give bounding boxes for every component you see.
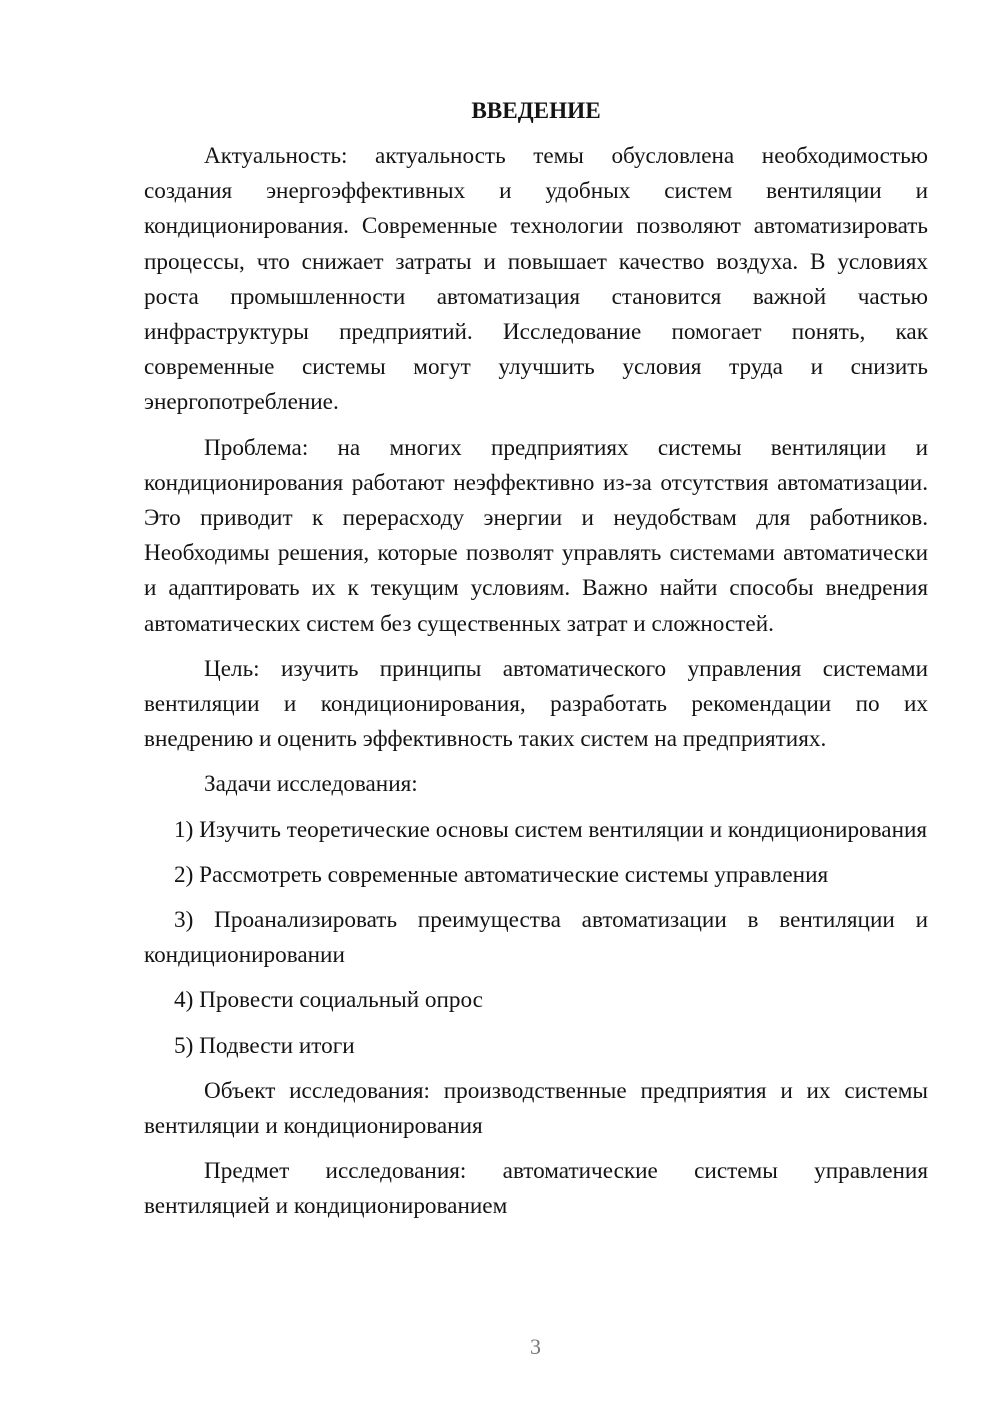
paragraph-problem: Проблема: на многих предприятиях системы вентиляции и кондиционирования работают неэффективно из-за отсутствия автоматизации. Это приводит к перерасходу энергии и неудобствам для работников. Необходимы решения, которые позволят управлять системами автоматически и адаптировать их к текущим условиям. Важно найти способы внедрения автоматических систем без существенных затрат и сложностей. bbox=[144, 434, 928, 637]
page-content bbox=[144, 94, 928, 1235]
paragraph-object: Объект исследования: производственные предприятия и их системы вентиляции и кондиционирования bbox=[144, 1077, 928, 1140]
page-title: ВВЕДЕНИЕ bbox=[471, 98, 601, 124]
task-item-1: 1) Изучить теоретические основы систем вентиляции и кондиционирования bbox=[174, 816, 928, 843]
paragraph-relevance: Актуальность: актуальность темы обусловлена необходимостью создания энергоэффективных и удобных систем вентиляции и кондиционирования. Современные технологии позволяют автоматизировать процессы, что снижает затраты и повышает качество воздуха. В условиях роста промышленности автоматизация становится важной частью инфраструктуры предприятий. Исследование помогает понять, как современные системы могут улучшить условия труда и снизить энергопотребление. bbox=[144, 143, 928, 416]
task-item-3: 3) Проанализировать преимущества автоматизации в вентиляции и кондиционировании bbox=[144, 907, 928, 969]
tasks-heading: Задачи исследования: bbox=[204, 771, 418, 798]
task-item-5: 5) Подвести итоги bbox=[174, 1032, 355, 1059]
task-item-2: 2) Рассмотреть современные автоматические системы управления bbox=[174, 861, 829, 888]
task-item-4: 4) Провести социальный опрос bbox=[174, 987, 483, 1014]
page-number: 3 bbox=[530, 1334, 541, 1359]
paragraph-subject: Предмет исследования: автоматические системы управления вентиляцией и кондиционированием bbox=[144, 1158, 928, 1220]
paragraph-goal: Цель: изучить принципы автоматического управления системами вентиляции и кондиционирования, разработать рекомендации по их внедрению и оценить эффективность таких систем на предприятиях. bbox=[144, 655, 928, 753]
